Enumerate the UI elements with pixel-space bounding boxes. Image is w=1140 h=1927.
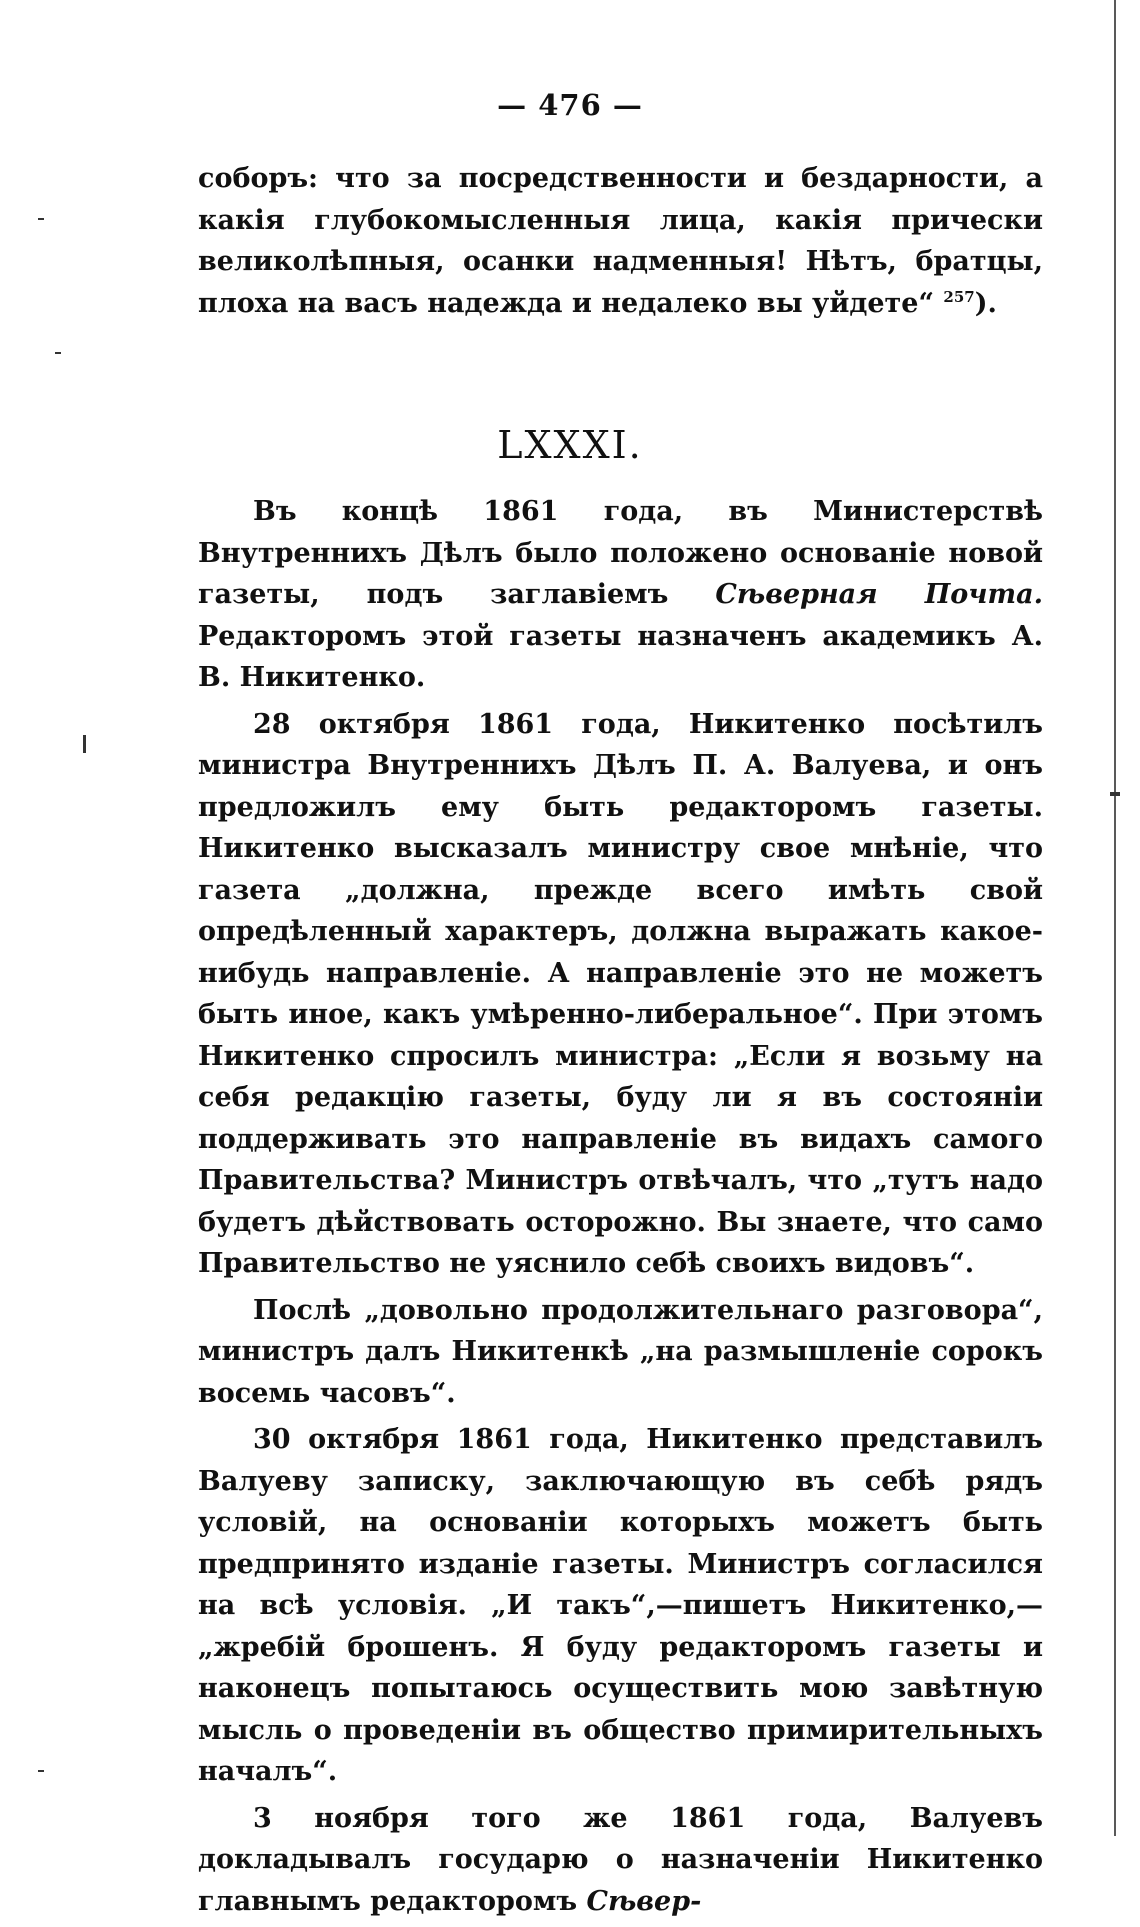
newspaper-title-hyphenated: Сѣвер- bbox=[586, 1885, 702, 1917]
newspaper-title: Сѣверная Почта. bbox=[715, 579, 1043, 610]
margin-speck bbox=[1110, 792, 1120, 796]
continuation-text bbox=[198, 158, 1043, 324]
margin-speck bbox=[38, 218, 44, 220]
margin-speck bbox=[55, 352, 61, 354]
paragraph-5-text-a: 3 ноября того же 1861 года, Валуевъ докладывалъ государю о назначеніи Никитенко главнымъ редакторомъ bbox=[198, 1802, 1043, 1917]
continuation-paragraph bbox=[198, 158, 1043, 324]
page-number: — 476 — bbox=[497, 88, 643, 122]
paragraph-3: Послѣ „довольно продолжительнаго разговора“, министръ далъ Никитенкѣ „на размышленіе сорокъ восемь часовъ“. bbox=[198, 1294, 1043, 1409]
paragraph-1 bbox=[198, 491, 1043, 699]
paragraph-1-text-b: Редакторомъ этой газеты назначенъ академикъ А. В. Никитенко. bbox=[198, 620, 1043, 693]
footnote-reference: 257 bbox=[943, 287, 975, 306]
chapter-body bbox=[198, 491, 1043, 1927]
paragraph-2: 28 октября 1861 года, Никитенко посѣтилъ министра Внутреннихъ Дѣлъ П. А. Валуева, и онъ предложилъ ему быть редакторомъ газеты. Никитенко высказалъ министру свое мнѣніе, что газета „должна, прежде всего имѣть свой опредѣленный характеръ, должна выражать какое-нибудь направленіе. А направленіе это не можетъ быть иное, какъ умѣренно-либеральное“. При этомъ Никитенко спросилъ министра: „Если я возьму на себя редакцію газеты, буду ли я въ состояніи поддерживать это направленіе въ видахъ самого Правительства? Министръ отвѣчалъ, что „тутъ надо будетъ дѣйствовать осторожно. Вы знаете, что само Правительство не уяснило себѣ своихъ видовъ“. bbox=[198, 708, 1043, 1279]
paragraph-4: 30 октября 1861 года, Никитенко представилъ Валуеву записку, заключающую въ себѣ рядъ условій, на основаніи которыхъ можетъ быть предпринято изданіе газеты. Министръ согласился на всѣ условія. „И такъ“,—пишетъ Никитенко,—„жребій брошенъ. Я буду редакторомъ газеты и наконецъ попытаюсь осуществить мою завѣтную мысль о проведеніи въ общество примирительныхъ началъ“. bbox=[198, 1424, 1043, 1787]
margin-speck bbox=[83, 735, 86, 753]
page-edge-line bbox=[1114, 0, 1116, 1836]
paragraph-1-text-a: Въ концѣ 1861 года, въ Министерствѣ Внутреннихъ Дѣлъ было положено основаніе новой газеты, подъ заглавіемъ bbox=[198, 496, 1043, 610]
continuation-text-main: соборъ: что за посредственности и бездарности, а какія глубокомысленныя лица, какія прически великолѣпныя, осанки надменныя! Нѣтъ, братцы, плоха на васъ надежда и недалеко вы уйдете“ bbox=[198, 163, 1043, 319]
continuation-text-end: ). bbox=[974, 287, 997, 319]
paragraph-5 bbox=[198, 1798, 1043, 1923]
margin-speck bbox=[38, 1770, 44, 1772]
chapter-heading: LXXXI. bbox=[497, 423, 643, 467]
